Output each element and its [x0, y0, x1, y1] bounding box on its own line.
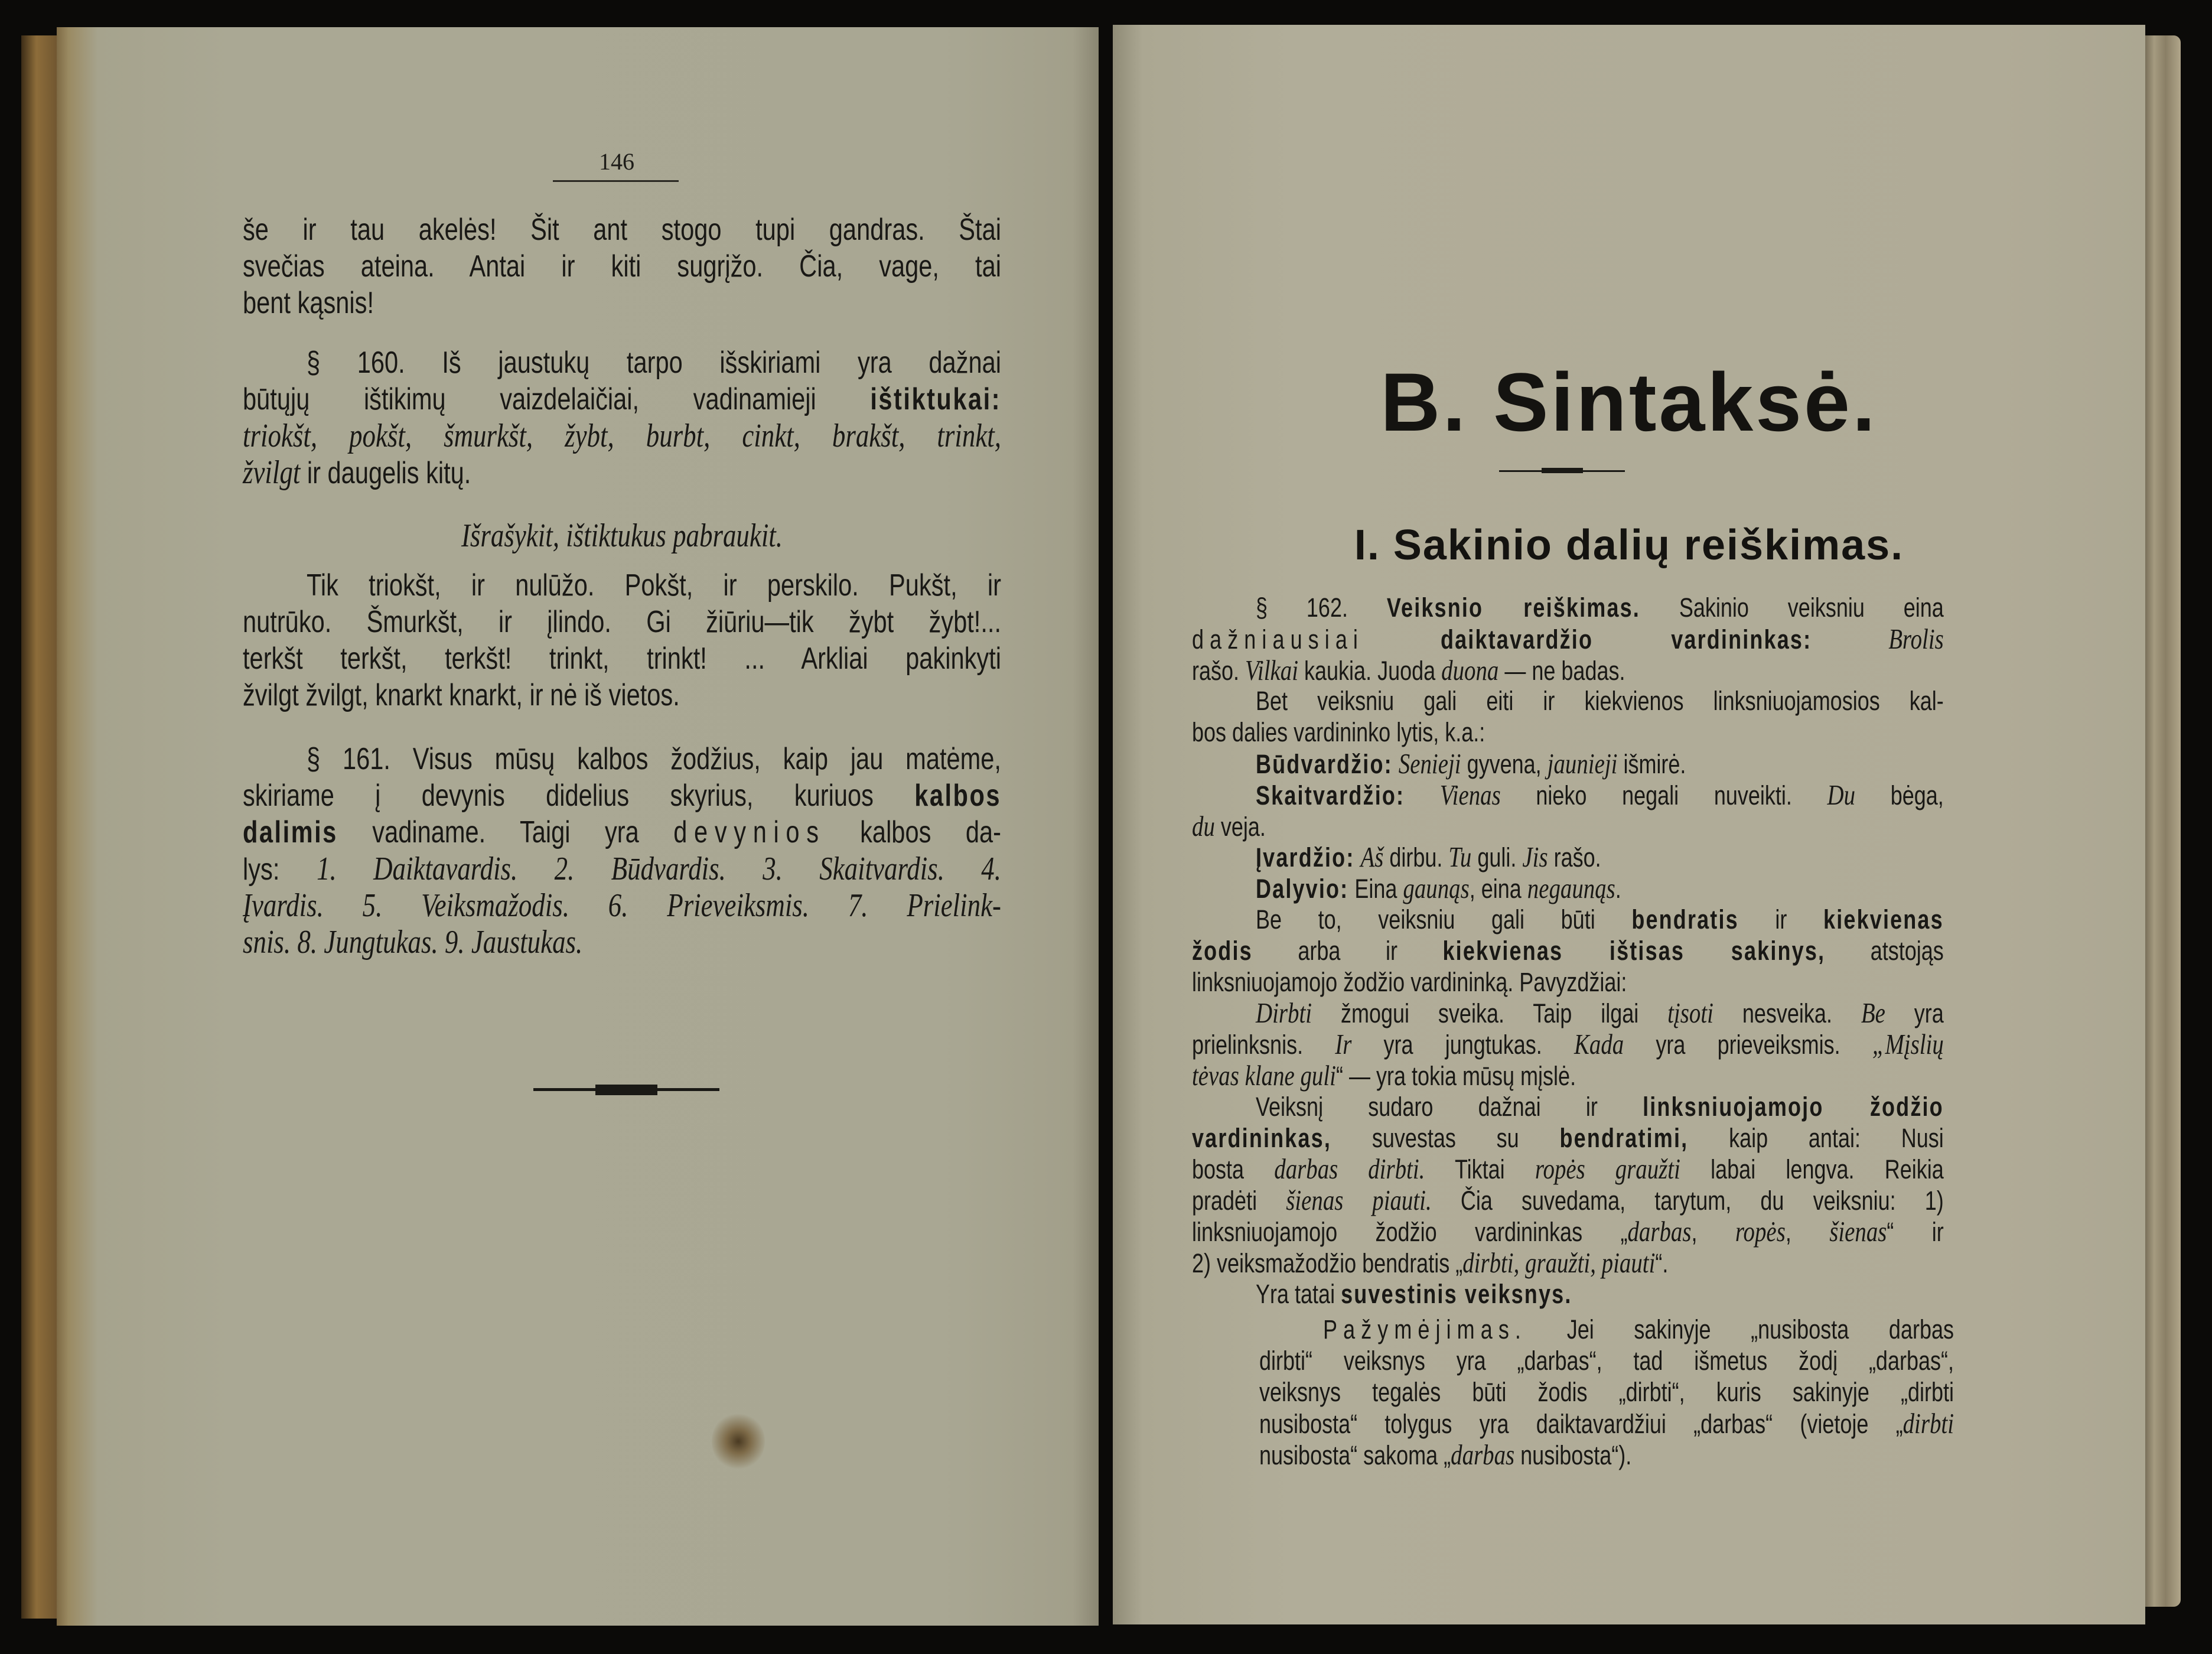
spaced-text: Pažymėjimas.: [1323, 1314, 1527, 1345]
text: nusibosta“ tolygus yra daiktavardžiui „darbas“ (vietoje „: [1259, 1408, 1903, 1439]
text: [1364, 624, 1441, 655]
text: Yra tatai: [1256, 1278, 1341, 1309]
italic-text: šienas: [1829, 1215, 1887, 1248]
text: Jei sakinyje „nusibosta darbas: [1527, 1314, 1954, 1345]
text: bent kąsnis!: [243, 286, 374, 320]
bold-text: ištiktukai:: [870, 382, 1001, 416]
exercise-instruction: [243, 517, 1001, 554]
bold-text: Veiksnio reiškimas.: [1386, 592, 1640, 623]
italic-text: ropės: [1735, 1215, 1786, 1248]
text-line: [243, 418, 1001, 455]
text-line: [243, 567, 1001, 604]
text: [1354, 842, 1360, 872]
text: išmirė.: [1617, 748, 1686, 779]
italic-text: tėvas klane guli: [1192, 1059, 1336, 1092]
spaced-text: dažniausiai: [1192, 624, 1364, 655]
text: kalbos da-: [825, 815, 1001, 849]
text: linksniuojamojo žodžio vardininką. Pavyzdžiai:: [1192, 966, 1627, 997]
paragraph: [1192, 1279, 1944, 1310]
bold-text: daiktavardžio vardininkas:: [1440, 624, 1812, 655]
italic-text: Senieji: [1398, 747, 1461, 780]
text: bos dalies vardininko lytis, k.a.:: [1192, 717, 1485, 748]
bold-text: kiekvienas ištisas sakinys,: [1442, 935, 1826, 966]
text: [1812, 624, 1888, 655]
italic-text: tįsoti: [1667, 997, 1713, 1030]
ornament-rule-center: [595, 1085, 657, 1095]
text-line: [243, 677, 1001, 714]
text-line: [1192, 592, 1944, 624]
bold-text: linksniuojamojo žodžio: [1643, 1091, 1944, 1122]
text: kaukia. Juoda: [1298, 655, 1442, 686]
text: pradėti: [1192, 1186, 1286, 1216]
text-line: [1192, 1123, 1944, 1154]
bold-text: bendratis: [1631, 904, 1739, 935]
italic-text: Jis: [1522, 841, 1548, 874]
italic-text: Aš: [1360, 841, 1384, 874]
text: yra: [1885, 998, 1944, 1029]
text: ,: [1785, 1216, 1830, 1247]
text-line: [1192, 936, 1944, 967]
bold-text: suvestinis veiksnys.: [1341, 1278, 1572, 1309]
bold-text: dalimis: [243, 815, 338, 849]
note-paragraph: [1259, 1314, 1954, 1471]
bold-text: Įvardžio:: [1256, 842, 1355, 873]
text: ir: [1738, 904, 1824, 935]
text-line: [1259, 1346, 1954, 1377]
text: yra jungtukas.: [1351, 1030, 1574, 1060]
italic-text: dirbti, graužti, piauti: [1462, 1246, 1656, 1279]
italic-text: Tu: [1448, 841, 1472, 874]
italic-text: Kada: [1574, 1028, 1624, 1061]
text: [1393, 749, 1399, 779]
text: § 161. Visus mūsų kalbos žodžius, kaip jau matėme,: [307, 742, 1001, 776]
italic-text: Įvardis. 5. Veiksmažodis. 6. Prieveiksmis. 7. Prielink-: [243, 887, 1001, 924]
text-line: [1192, 780, 1944, 812]
text-line: [243, 887, 1001, 924]
text-line: [243, 604, 1001, 640]
italic-text: darbas: [1451, 1438, 1515, 1471]
text: veja.: [1214, 811, 1266, 842]
text: , eina: [1469, 874, 1527, 904]
chapter-heading: I. Sakinio dalių reiškimas.: [1354, 522, 1904, 569]
italic-text: Išrašykit, ištiktukus pabraukit.: [461, 517, 783, 554]
text-line: [1192, 1029, 1944, 1061]
text-line: [1192, 686, 1944, 717]
text: nesveika.: [1713, 998, 1861, 1029]
paragraph: [243, 344, 1001, 491]
bold-text: kalbos: [914, 779, 1001, 813]
page-number: 146: [599, 148, 634, 175]
text: žmogui sveika. Taip ilgai: [1312, 998, 1668, 1029]
text: prielinksnis.: [1192, 1030, 1335, 1060]
text: Tik triokšt, ir nulūžo. Pokšt, ir perskilo. Pukšt, ir: [307, 568, 1001, 603]
italic-text: gaunąs: [1403, 872, 1470, 905]
text: bosta: [1192, 1154, 1275, 1185]
bold-text: Dalyvio:: [1256, 874, 1349, 904]
text-line: [243, 777, 1001, 814]
section-title: B. Sintaksė.: [1380, 356, 1878, 448]
text: — ne badas.: [1498, 655, 1625, 686]
bold-text: Būdvardžio:: [1256, 748, 1393, 779]
italic-text: jaunieji: [1547, 747, 1618, 780]
paragraph: [1192, 842, 1944, 873]
text-line: [243, 814, 1001, 851]
italic-text: Vilkai: [1245, 654, 1298, 686]
text-line: [1192, 1154, 1944, 1186]
text: [1405, 780, 1440, 810]
page-number-rule: [553, 180, 679, 182]
text: Bet veiksniu gali eiti ir kiekvienos linksniuojamosios kal-: [1256, 686, 1944, 717]
paragraph: [1192, 686, 1944, 748]
text: Be to, veiksniu gali būti: [1256, 904, 1632, 935]
title-rule-center: [1542, 468, 1583, 473]
text: Čia suvedama, tarytum, du veiksniu: 1): [1431, 1186, 1944, 1216]
text: § 160. Iš jaustukų tarpo išskiriami yra dažnai: [307, 346, 1001, 380]
italic-text: Dirbti: [1256, 997, 1312, 1030]
text: kaip antai: Nusi: [1688, 1122, 1944, 1153]
text-line: [1259, 1314, 1954, 1346]
text: “ — yra tokia mūsų mįslė.: [1335, 1060, 1576, 1091]
text-line: [243, 454, 1001, 491]
text: Sakinio veiksniu eina: [1640, 592, 1944, 623]
text: suvestas su: [1331, 1122, 1560, 1153]
text-line: [243, 285, 1001, 321]
text: labai lengva. Reikia: [1680, 1154, 1944, 1185]
text: “.: [1655, 1248, 1669, 1278]
italic-text: šienas piauti.: [1286, 1184, 1432, 1217]
paragraph: [1192, 904, 1944, 998]
text-line: [1192, 811, 1944, 843]
text: Veiksnį sudaro dažnai ir: [1256, 1091, 1643, 1122]
italic-text: žvilgt: [243, 454, 301, 491]
paragraph: [243, 567, 1001, 714]
text-line: [1192, 842, 1944, 874]
spaced-text: devynios: [673, 815, 826, 849]
text-line: [243, 741, 1001, 777]
text-line: [1192, 1185, 1944, 1217]
text-line: [243, 517, 1001, 555]
text: veiksnys tegalės būti žodis „dirbti“, kuris sakinyje „dirbti: [1259, 1376, 1954, 1407]
text-line: [1192, 967, 1944, 998]
text: linksniuojamojo žodžio vardininkas „: [1192, 1216, 1628, 1247]
text: rašo.: [1192, 655, 1246, 686]
paragraph: [243, 211, 1001, 321]
text: ,: [1691, 1216, 1735, 1247]
text-line: [1192, 904, 1944, 936]
text-line: [243, 924, 1001, 961]
page-stack-edge: [2143, 35, 2181, 1607]
text-line: [243, 211, 1001, 248]
text: svečias ateina. Antai ir kiti sugrįžo. Čia, vage, tai: [243, 249, 1001, 284]
italic-text: du: [1192, 810, 1215, 842]
italic-text: dirbti: [1902, 1407, 1954, 1440]
paragraph: [1192, 748, 1944, 780]
paragraph: [1192, 998, 1944, 1091]
text-line: [1192, 1279, 1944, 1310]
italic-text: triokšt, pokšt, šmurkšt, žybt, burbt, cinkt, brakšt, trinkt,: [243, 418, 1001, 454]
bold-text: bendratimi,: [1559, 1122, 1689, 1153]
italic-text: „Mįslių: [1872, 1028, 1944, 1061]
text: Eina: [1348, 874, 1403, 904]
text: atstojąs: [1825, 935, 1944, 966]
text-line: [1192, 748, 1944, 780]
text: nieko negali nuveikti.: [1500, 780, 1827, 810]
text-line: [1192, 624, 1944, 656]
paper-stain: [712, 1412, 765, 1471]
italic-text: ropės graužti: [1535, 1153, 1680, 1186]
italic-text: darbas: [1627, 1215, 1692, 1248]
text: gyvena,: [1461, 748, 1548, 779]
text-line: [1192, 998, 1944, 1030]
text-line: [1192, 1248, 1944, 1279]
text: rašo.: [1548, 842, 1601, 873]
text: arba ir: [1252, 935, 1443, 966]
italic-text: Brolis: [1888, 623, 1944, 655]
text-line: [1192, 1216, 1944, 1248]
text: lys:: [243, 852, 317, 887]
italic-text: 1. Daiktavardis. 2. Būdvardis. 3. Skaitvardis. 4.: [317, 851, 1002, 887]
text-line: [1259, 1440, 1954, 1471]
text: .: [1615, 874, 1621, 904]
paragraph: [1192, 592, 1944, 686]
paragraph: [1192, 780, 1944, 842]
text: nutrūko. Šmurkšt, ir įlindo. Gi žiūriu—tik žybt žybt!...: [243, 605, 1001, 639]
text: terkšt terkšt, terkšt! trinkt, trinkt! ... Arkliai pakinkyti: [243, 642, 1001, 676]
right-page-text: [1192, 592, 1954, 1471]
ornament-rule-left: [533, 1088, 595, 1091]
bold-text: vardininkas,: [1192, 1122, 1332, 1153]
text-line: [1192, 717, 1944, 748]
text-line: [243, 640, 1001, 677]
italic-text: Be: [1861, 997, 1885, 1030]
text: bėga,: [1855, 780, 1944, 810]
italic-text: snis. 8. Jungtukas. 9. Jaustukas.: [243, 924, 583, 961]
italic-text: negaunąs: [1527, 872, 1615, 905]
bold-text: kiekvienas: [1823, 904, 1944, 935]
bold-text: žodis: [1192, 935, 1253, 966]
paragraph: [1192, 873, 1944, 904]
paragraph: [1192, 1092, 1944, 1279]
text: guli.: [1471, 842, 1523, 873]
text: § 162.: [1256, 592, 1387, 623]
text-line: [243, 248, 1001, 285]
text: dirbu.: [1383, 842, 1449, 873]
paragraph: [243, 741, 1001, 961]
text-line: [1192, 1060, 1944, 1092]
italic-text: darbas dirbti.: [1274, 1153, 1425, 1186]
text: nusibosta“).: [1514, 1440, 1632, 1470]
text-line: [243, 344, 1001, 381]
text-line: [1259, 1408, 1954, 1440]
text: ir daugelis kitų.: [300, 456, 471, 490]
italic-text: Ir: [1335, 1028, 1352, 1061]
text: nusibosta“ sakoma „: [1259, 1440, 1451, 1470]
text: skiriame į devynis didelius skyrius, kuriuos: [243, 779, 915, 813]
text: še ir tau akelės! Šit ant stogo tupi gandras. Štai: [243, 213, 1001, 247]
italic-text: duona: [1441, 654, 1499, 686]
text: būtųjų ištikimų vaizdelaičiai, vadinamieji: [243, 382, 871, 416]
text-line: [243, 381, 1001, 418]
text: žvilgt žvilgt, knarkt knarkt, ir nė iš vietos.: [243, 678, 680, 712]
text-line: [1259, 1377, 1954, 1408]
text-line: [1192, 1092, 1944, 1123]
text: “ ir: [1887, 1216, 1944, 1247]
text: Tiktai: [1425, 1154, 1535, 1185]
text-line: [1192, 873, 1944, 905]
book-spine-edge: [21, 35, 59, 1619]
ornament-rule-right: [657, 1088, 719, 1091]
text-line: [243, 851, 1001, 888]
italic-text: Du: [1827, 779, 1856, 811]
text: yra prieveiksmis.: [1624, 1030, 1872, 1060]
text: dirbti“ veiksnys yra „darbas“, tad išmetus žodį „darbas“,: [1259, 1346, 1954, 1376]
italic-text: Vienas: [1439, 779, 1501, 811]
text: 2) veiksmažodžio bendratis „: [1192, 1248, 1463, 1278]
bold-text: Skaitvardžio:: [1256, 780, 1405, 810]
text-line: [1192, 655, 1944, 687]
text: vadiname. Taigi yra: [337, 815, 674, 849]
